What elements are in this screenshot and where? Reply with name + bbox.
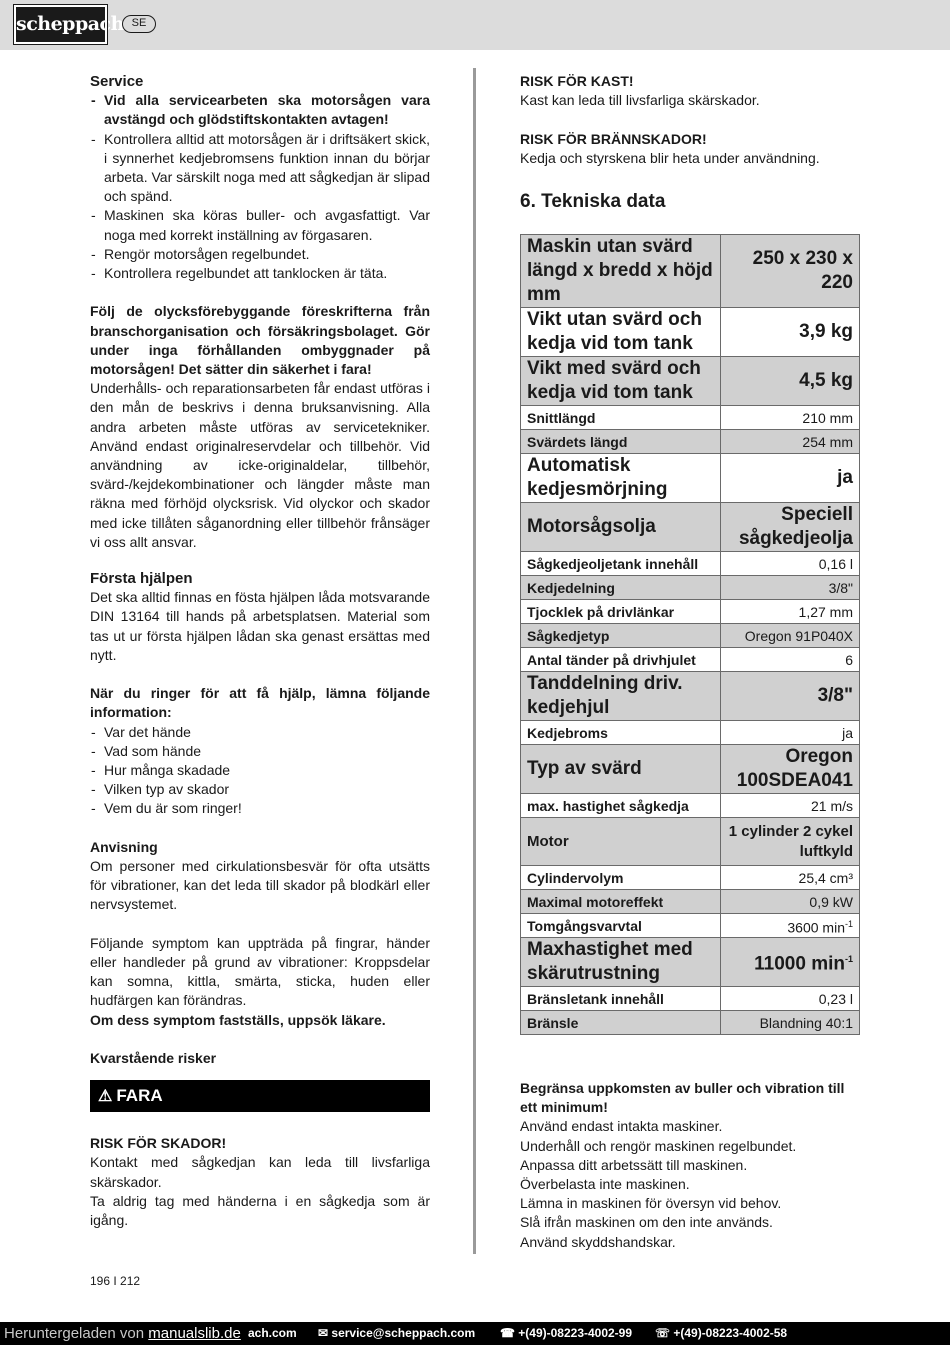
risk-kickback-text: Kast kan leda till livsfarliga skärskador. (520, 92, 760, 109)
table-row (521, 430, 860, 454)
spec-label: Tanddelning driv. kedjehjul (521, 672, 721, 721)
list-item: Slå ifrån maskinen om den inte används. (520, 1214, 773, 1231)
spec-label: Bränsletank innehåll (521, 987, 721, 1011)
website-text: ach.com (248, 1326, 297, 1340)
service-heading: Service (90, 73, 144, 90)
spec-label: Automatisk kedjesmörjning (521, 454, 721, 503)
safety-text: Underhålls- och reparationsarbeten får endast utföras i den mån de beskrivs i denna bruksanvisning. Alla andra arbeten måste utföras av servicetekniker. Använd endast originalreservdelar och tillbehör. Vid användning av icke-originaldelar, tillbehör, svärd-/kejdekombinationer och längder måste man räkna med förhöjd olycksrisk. Vid olyckor och skador med icke tillåten såganordning eller tillbehör frånsäger vi oss allt ansvar. (90, 380, 430, 550)
list-item: Använd endast intakta maskiner. (520, 1118, 723, 1135)
table-row (521, 914, 860, 938)
spec-label: Motorsågsolja (521, 503, 721, 552)
page-header (0, 0, 950, 50)
table-row (521, 938, 860, 987)
spec-label: Bränsle (521, 1011, 721, 1035)
table-row (521, 552, 860, 576)
spec-value: 210 mm (721, 406, 860, 430)
spec-label: Maskin utan svärd längd x bredd x höjd mm (521, 235, 721, 308)
phone-contact: ☎ +(49)-08223-4002-99 (500, 1326, 633, 1340)
risks-heading: Kvarstående risker (90, 1050, 217, 1067)
table-row (521, 745, 860, 794)
scheppach-logo: scheppach (14, 5, 107, 44)
service-list (90, 91, 430, 283)
table-row (521, 818, 860, 866)
list-item: Lämna in maskinen för översyn vid behov. (520, 1195, 782, 1212)
table-row (521, 648, 860, 672)
spec-value: 0,23 l (721, 987, 860, 1011)
spec-table (520, 234, 860, 1035)
spec-value: 0,16 l (721, 552, 860, 576)
list-item: - Hur många skadade (90, 761, 430, 780)
right-column (520, 72, 860, 1252)
page-number: 196 I 212 (90, 1274, 141, 1288)
spec-label: Svärdets längd (521, 430, 721, 454)
spec-label: Kedjebroms (521, 721, 721, 745)
anvisning-heading: Anvisning (90, 838, 158, 855)
spec-value: Speciell sågkedjeolja (721, 503, 860, 552)
table-row (521, 721, 860, 745)
list-item: - Vid alla servicearbeten ska motorsågen vara avstängd och glödstiftskontakten avtagen! (90, 91, 430, 129)
spec-label: Vikt med svärd och kedja vid tom tank (521, 357, 721, 406)
spec-value: Oregon 100SDEA041 (721, 745, 860, 794)
spec-label: Vikt utan svärd och kedja vid tom tank (521, 308, 721, 357)
spec-label: Maxhastighet med skärutrustning (521, 938, 721, 987)
page-footer (0, 1322, 950, 1345)
list-item: Underhåll och rengör maskinen regelbundet. (520, 1137, 797, 1154)
spec-value: 21 m/s (721, 794, 860, 818)
table-row (521, 576, 860, 600)
spec-value: 1,27 mm (721, 600, 860, 624)
table-row (521, 866, 860, 890)
table-row (521, 357, 860, 406)
table-row (521, 503, 860, 552)
table-row (521, 987, 860, 1011)
table-row (521, 235, 860, 308)
spec-value: ja (721, 721, 860, 745)
unit-exponent: -1 (844, 918, 853, 929)
risk-burn-text: Kedja och styrskena blir heta under användning. (520, 149, 820, 166)
column-divider (473, 68, 476, 1254)
spec-value: 3,9 kg (721, 308, 860, 357)
spec-label: Sågkedjetyp (521, 624, 721, 648)
danger-banner (90, 1080, 430, 1112)
spec-value: 11000 $\min^{-1}$ (721, 938, 860, 987)
list-item: - Kontrollera alltid att motorsågen är i driftsäkert skick, i synnerhet kedjebromsens funktion innan du börjar arbeta. Var särskilt noga med att sågkedjan är slipad och spänd. (90, 130, 430, 207)
list-item: - Rengör motorsågen regelbundet. (90, 245, 430, 264)
table-row (521, 672, 860, 721)
spec-label: Sågkedjeoljetank innehåll (521, 552, 721, 576)
safety-warning: Följ de olycksförebyggande föreskrifterna från branschorganisation och försäkringsbolaget. Gör under inga förhållanden ombyggnader på motorsågen! Det sätter din säkerhet i fara! (90, 303, 430, 378)
tech-data-heading: 6. Tekniska data (520, 191, 666, 212)
table-row (521, 1011, 860, 1035)
left-column (90, 72, 430, 1230)
table-row (521, 890, 860, 914)
risk-kickback-heading: RISK FÖR KAST! (520, 73, 634, 89)
noise-list (520, 1117, 860, 1251)
call-heading: När du ringer för att få hjälp, lämna följande information: (90, 685, 430, 721)
spec-label: Tomgångsvarvtal (521, 914, 721, 938)
manualslib-link[interactable]: manualslib.de (148, 1325, 241, 1342)
firstaid-heading: Första hjälpen (90, 570, 193, 588)
risk-injury-text-2: Ta aldrig tag med händerna i en sågkedja som är igång. (90, 1192, 430, 1229)
unit-exponent: -1 (844, 954, 853, 965)
download-note (4, 1322, 241, 1345)
spec-value: Blandning 40:1 (721, 1011, 860, 1035)
risk-injury-text: Kontakt med sågkedjan kan leda till livsfarliga skärskador. (90, 1154, 430, 1190)
fax-contact: ☏ +(49)-08223-4002-58 (655, 1326, 788, 1340)
spec-value: 4,5 kg (721, 357, 860, 406)
list-item: Överbelasta inte maskinen. (520, 1176, 690, 1193)
spec-value: 250 x 230 x 220 (721, 235, 860, 308)
call-list (90, 723, 430, 819)
list-item: - Vem du är som ringer! (90, 799, 430, 818)
list-item: Anpassa ditt arbetssätt till maskinen. (520, 1156, 748, 1173)
download-label: Heruntergeladen von (4, 1325, 145, 1342)
table-row (521, 624, 860, 648)
risk-injury-heading: RISK FÖR SKADOR! (90, 1135, 227, 1152)
list-item: - Var det hände (90, 723, 430, 742)
spec-value: Oregon 91P040X (721, 624, 860, 648)
noise-heading: Begränsa uppkomsten av buller och vibration till ett minimum! (520, 1080, 845, 1116)
symptom-text: Följande symptom kan uppträda på fingrar, händer eller handleder på grund av vibrationer: Kroppsdelar kan somna, kittla, smärta, sticka, huden eller hudfärgen kan förändras. (90, 934, 430, 1009)
spec-label: Cylindervolym (521, 866, 721, 890)
list-item: - Vilken typ av skador (90, 780, 430, 799)
risk-burn-heading: RISK FÖR BRÄNNSKADOR! (520, 130, 707, 147)
email-contact: ✉ service@scheppach.com (318, 1326, 476, 1340)
symptom-warning: Om dess symptom fastställs, uppsök läkare. (90, 1011, 386, 1028)
spec-value: 1 cylinder 2 cykel luftkyld (721, 818, 860, 866)
spec-value: 3/8" (721, 576, 860, 600)
spec-label: Tjocklek på drivlänkar (521, 600, 721, 624)
language-badge: SE (122, 15, 156, 33)
firstaid-text: Det ska alltid finnas en fösta hjälpen låda motsvarande DIN 13164 till hands på arbetsplatsen. Material som tas ut ur första hjälpen lådan ska genast ersättas med nytt. (90, 589, 430, 663)
spec-value: ja (721, 454, 860, 503)
spec-value: 3/8" (721, 672, 860, 721)
spec-label: Snittlängd (521, 406, 721, 430)
spec-label: max. hastighet sågkedja (521, 794, 721, 818)
spec-label: Maximal motoreffekt (521, 890, 721, 914)
spec-value: 25,4 cm³ (721, 866, 860, 890)
spec-value: 0,9 kW (721, 890, 860, 914)
list-item: - Kontrollera regelbundet att tanklocken är täta. (90, 264, 430, 283)
spec-label: Typ av svärd (521, 745, 721, 794)
table-row (521, 308, 860, 357)
anvisning-text: Om personer med cirkulationsbesvär för ofta utsätts för vibrationer, kan det leda till skador på blodkärl eller nervsystemet. (90, 858, 430, 913)
warning-triangle-icon: ⚠ (98, 1088, 113, 1106)
table-row (521, 406, 860, 430)
spec-value: 254 mm (721, 430, 860, 454)
list-item: - Vad som hände (90, 742, 430, 761)
danger-label: FARA (116, 1086, 163, 1106)
spec-value: 3600 $\min^{-1}$ (721, 914, 860, 938)
spec-label: Kedjedelning (521, 576, 721, 600)
table-row (521, 600, 860, 624)
table-row (521, 794, 860, 818)
list-item: - Maskinen ska köras buller- och avgasfattigt. Var noga med korrekt inställning av förgasaren. (90, 206, 430, 244)
table-row (521, 454, 860, 503)
spec-label: Motor (521, 818, 721, 866)
spec-value: 6 (721, 648, 860, 672)
spec-label: Antal tänder på drivhjulet (521, 648, 721, 672)
list-item: Använd skyddshandskar. (520, 1233, 676, 1250)
